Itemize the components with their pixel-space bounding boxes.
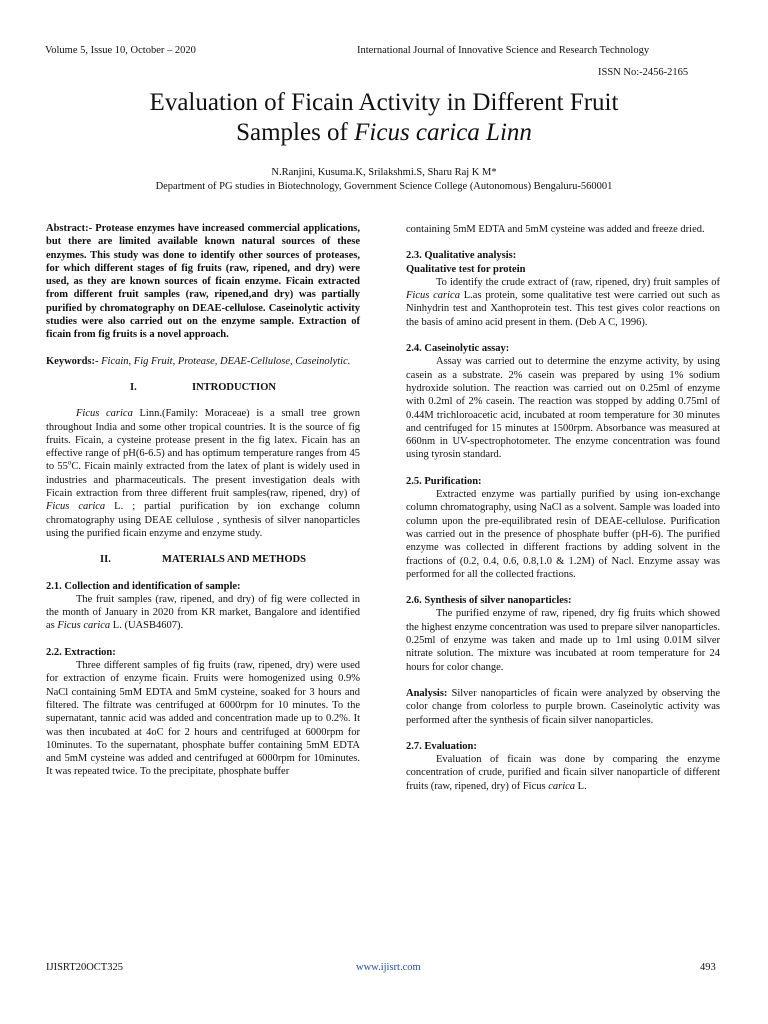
subsection-title-2-2: 2.2. Extraction: (46, 646, 116, 658)
s27-text-a: Evaluation of ficain was done by comparing the enzyme concentration of crude, purified and ficain silver nanoparticle of different fruits (raw, ripened, dry) of Ficus (406, 754, 720, 792)
header-issn: ISSN No:-2456-2165 (598, 67, 689, 78)
intro-italic-2: Ficus carica (46, 501, 106, 513)
subsection-title-2-7: 2.7. Evaluation: (406, 740, 477, 752)
s27-text-b: L. (575, 780, 587, 792)
section-title: MATERIALS AND METHODS (162, 554, 306, 566)
keywords (46, 355, 360, 368)
subsection-title-2-5: 2.5. Purification: (406, 475, 482, 487)
introduction-paragraph (46, 407, 360, 540)
s21-text-b: L. (UASB4607). (110, 620, 184, 632)
intro-text-c: L. ; partial purification by ion exchange column chromatography using DEAE cellulose , synthesis of silver nanoparticles using the purified ficain enzyme and enzyme study. (46, 501, 360, 539)
keywords-label: Keywords:- (46, 355, 99, 367)
title-line-2-plain: Samples of (236, 119, 355, 146)
intro-text-a: Linn.(Family: Moraceae) is a small tree grown throughout India and some other tropical countries. It is the source of fig fruits. Ficain, a cysteine protease present in the fig latex. Ficain has an effective range of pH(6-6.5) and has optimum temperature ranges from 45 to 55 (46, 408, 360, 473)
subsection-title-2-1: 2.1. Collection and identification of sample: (46, 580, 241, 592)
analysis-label: Analysis: (406, 687, 448, 699)
left-column (46, 222, 360, 779)
paragraph-2-3 (406, 276, 720, 329)
right-column (406, 223, 720, 793)
title-line-2-italic: Ficus carica Linn (354, 119, 532, 146)
paragraph-2-6: The purified enzyme of raw, ripened, dry fig fruits which showed the highest enzyme concentration was used to prepare silver nanoparticles. 0.25ml of enzyme was taken and made up to 1ml using 0.01M silver nitrate solution. The mixture was incubated at room temperature for 24 hours for color change. (406, 608, 720, 673)
analysis-paragraph (406, 687, 720, 727)
paragraph-2-1 (46, 593, 360, 633)
intro-italic: Ficus carica (76, 408, 133, 420)
s23-text-a: To identify the crude extract of (raw, ripened, dry) fruit samples of (436, 276, 720, 288)
title-line-2 (40, 118, 728, 148)
abstract: Abstract:- Protease enzymes have increased commercial applications, but there are limited available known natural sources of these enzymes. This study was done to identify other sources of proteases, for which different stages of fig fruits (raw, ripened, and dry) were used, as they are known sources of ficain enzyme. Ficain extracted from different fruit samples (raw, ripened,and dry) was partially purified by chromatography on DEAE-cellulose. Caseinolytic activity studies were also carried out on the enzyme sample. Extraction of ficain from fig fruits is a novel approach. (46, 223, 360, 341)
affiliation: Department of PG studies in Biotechnology, Government Science College (Autonomous) Bengaluru-560001 (155, 181, 613, 192)
header-volume: Volume 5, Issue 10, October – 2020 (45, 45, 196, 56)
subsection-title-2-4: 2.4. Caseinolytic assay: (406, 343, 510, 355)
footer-website-link[interactable]: www.ijisrt.com (356, 962, 421, 973)
title-line-1: Evaluation of Ficain Activity in Different Fruit (149, 89, 619, 116)
s23-text-b: L.as protein, some qualitative test were carried out such as Ninhydrin test and Xanthoprotein test. This test gives color reactions on the basis of amino acid present in them. (Deb A C, 1996). (406, 290, 721, 328)
s23-italic: Ficus carica (406, 290, 460, 302)
header-journal: International Journal of Innovative Science and Research Technology (357, 45, 650, 56)
paragraph-2-5: Extracted enzyme was partially purified by using ion-exchange column chromatography, using NaCl as a solvent. Sample was loaded into column upon the pre-equilibrated resin of DEAE-cellulose. Purification was carried out in the presence of phosphate buffer (pH-6). The purified enzyme was collected in different fractions by adding solvent in the fractions of (0.2, 0.4, 0.6, 0.8,1.0 & 1.2M) of Nacl. Enzyme assay was performed for all the collected fractions. (406, 489, 720, 580)
footer-paper-code: IJISRT20OCT325 (46, 962, 123, 973)
paragraph-2-2-continued: containing 5mM EDTA and 5mM cysteine was added and freeze dried. (406, 224, 705, 235)
intro-text-b: C. Ficain mainly extracted from the latex of plant is widely used in industries and pharmaceuticals. The present investigation deals with Ficain extraction from three different fruit samples(raw, ripened, dry) of (46, 461, 361, 500)
paragraph-2-2: Three different samples of fig fruits (raw, ripened, dry) were used for extraction of enzyme ficain. Fruits were homogenized using 0.9% NaCl containing 5mM EDTA and 5mM cysteine, soaked for 3 hours and filtered. The filtrate was centrifuged at 6000rpm for 10 minutes. To the supernatant, tannic acid was added and concentration made up to 0.2%. It was then incubated at 4oC for 2 hours and centrifuged at 6000rpm for 10minutes. To the supernatant, phosphate buffer containing 5mM EDTA and 5mM cysteine was added and centrifuged at 6000rpm for 10minutes. It was repeated twice. To the precipitate, phosphate buffer (46, 660, 360, 778)
s21-italic: Ficus carica (57, 620, 111, 632)
subsection-subtitle-2-3: Qualitative test for protein (406, 263, 526, 275)
analysis-text: Silver nanoparticles of ficain were analyzed by observing the color change from colorless to purple brown. Caseinolytic activity was performed after the synthesis of ficain silver nanoparticles. (406, 687, 720, 726)
section-number: II. (100, 554, 111, 566)
section-heading-materials (46, 553, 360, 566)
subsection-title-2-6: 2.6. Synthesis of silver nanoparticles: (406, 595, 572, 607)
intro-deg: o (67, 458, 72, 467)
section-heading-introduction (46, 381, 360, 394)
s27-italic: carica (548, 780, 576, 792)
section-number: I. (129, 381, 137, 393)
s21-text-a: The fruit samples (raw, ripened, and dry) of fig were collected in the month of January in 2020 from KR market, Bangalore and identified as (46, 593, 360, 632)
section-title: INTRODUCTION (191, 381, 276, 393)
paper-title (40, 88, 728, 148)
footer-page-number: 493 (700, 962, 716, 973)
keywords-text: Ficain, Fig Fruit, Protease, DEAE-Cellulose, Caseinolytic. (98, 355, 351, 367)
authors: N.Ranjini, Kusuma.K, Srilakshmi.S, Sharu Raj K M* (271, 167, 497, 178)
paragraph-2-4: Assay was carried out to determine the enzyme activity, by using casein as a substrate. 2% casein was prepared by using 1% sodium hydroxide solution. The reaction was carried out on 0.25ml of enzyme with 0.2ml of 2% casein. The reaction was stopped by adding 0.75ml of 0.44M trichloroacetic acid, incubated at room temperature for 30 minutes and centrifuged for 15 minutes at 1500rpm. Absorbance was measured at 660nm in UV-spectrophotometer. The enzyme concentration was found using tyrosin standard. (406, 356, 720, 461)
paragraph-2-7 (406, 753, 720, 793)
subsection-title-2-3: 2.3. Qualitative analysis: (406, 250, 517, 262)
